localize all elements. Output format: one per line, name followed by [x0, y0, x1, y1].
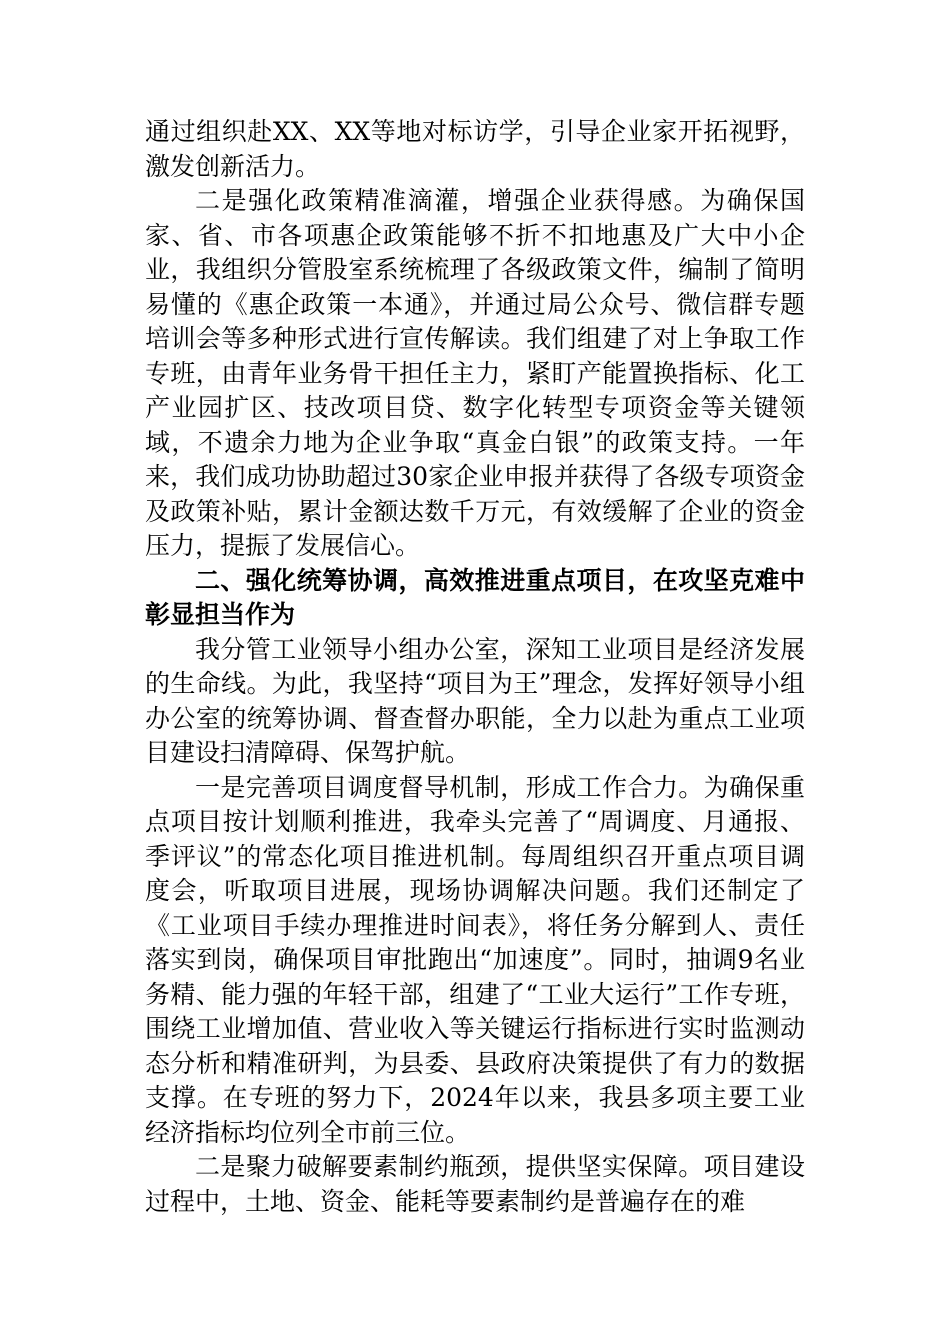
- paragraph-5: 一是完善项目调度督导机制，形成工作合力。为确保重点项目按计划顺利推进，我牵头完善了“周调度、月通报、季评议”的常态化项目推进机制。每周组织召开重点项目调度会，听取项目进展，现场协调解决问题。我们还制定了《工业项目手续办理推进时间表》，将任务分解到人、责任落实到岗，确保项目审批跑出“加速度”。同时，抽调9名业务精、能力强的年轻干部，组建了“工业大运行”工作专班，围绕工业增加值、营业收入等关键运行指标进行实时监测动态分析和精准研判，为县委、县政府决策提供了有力的数据支撑。在专班的努力下，2024年以来，我县多项主要工业经济指标均位列全市前三位。: [145, 772, 805, 1147]
- paragraph-4: 我分管工业领导小组办公室，深知工业项目是经济发展的生命线。为此，我坚持“项目为王”理念，发挥好领导小组办公室的统筹协调、督查督办职能，全力以赴为重点工业项目建设扫清障碍、保驾护航。: [145, 634, 805, 767]
- document-body: [145, 115, 805, 1219]
- section-heading: 二、强化统筹协调，高效推进重点项目，在攻坚克难中彰显担当作为: [145, 565, 805, 629]
- paragraph-2: 二是强化政策精准滴灌，增强企业获得感。为确保国家、省、市各项惠企政策能够不折不扣地惠及广大中小企业，我组织分管股室系统梳理了各级政策文件，编制了简明易懂的《惠企政策一本通》，并通过局公众号、微信群专题培训会等多种形式进行宣传解读。我们组建了对上争取工作专班，由青年业务骨干担任主力，紧盯产能置换指标、化工产业园扩区、技改项目贷、数字化转型专项资金等关键领域，不遗余力地为企业争取“真金白银”的政策支持。一年来，我们成功协助超过30家企业申报并获得了各级专项资金及政策补贴，累计金额达数千万元，有效缓解了企业的资金压力，提振了发展信心。: [145, 186, 805, 560]
- paragraph-1: 通过组织赴XX、XX等地对标访学，引导企业家开拓视野，激发创新活力。: [145, 117, 805, 181]
- paragraph-6: 二是聚力破解要素制约瓶颈，提供坚实保障。项目建设过程中，土地、资金、能耗等要素制约是普遍存在的难: [145, 1152, 805, 1216]
